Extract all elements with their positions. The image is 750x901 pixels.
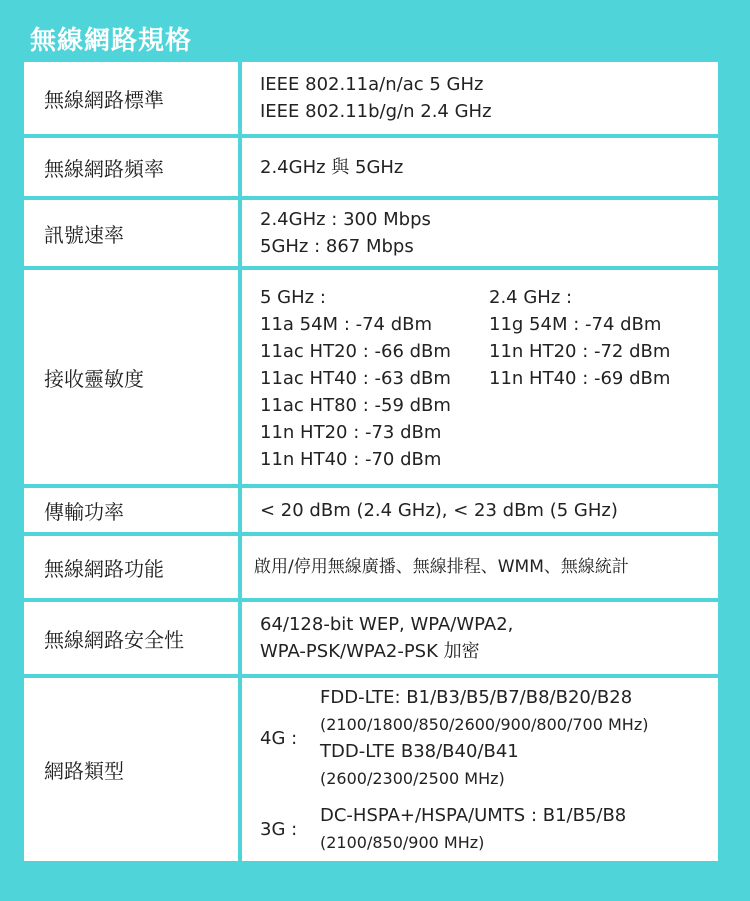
- network-3g-bands: [320, 802, 626, 856]
- network-4g-line: TDD-LTE B38/B40/B41: [320, 741, 519, 762]
- power-line: < 20 dBm (2.4 GHz), < 23 dBm (5 GHz): [260, 499, 618, 521]
- sensitivity-5ghz-line: 11ac HT40 : -63 dBm: [260, 368, 451, 389]
- sensitivity-24ghz-line: 11n HT20 : -72 dBm: [489, 341, 671, 362]
- sensitivity-5ghz-line: 5 GHz :: [260, 287, 326, 308]
- speed-line: 5GHz : 867 Mbps: [260, 236, 414, 257]
- network-4g-bands: [320, 684, 648, 792]
- row-security: [24, 602, 718, 674]
- sensitivity-col-5ghz: [260, 284, 489, 473]
- row-standard: [24, 62, 718, 134]
- label-features: 無線網路功能: [24, 536, 238, 598]
- label-speed: 訊號速率: [24, 200, 238, 266]
- network-4g: [260, 684, 718, 792]
- security-line: WPA-PSK/WPA2-PSK 加密: [260, 641, 480, 662]
- row-frequency: [24, 138, 718, 196]
- spec-table: [24, 62, 718, 861]
- sensitivity-24ghz-line: 11g 54M : -74 dBm: [489, 314, 662, 335]
- network-3g: [260, 802, 718, 856]
- row-power: [24, 488, 718, 532]
- security-line: 64/128-bit WEP, WPA/WPA2,: [260, 614, 514, 635]
- network-4g-line: (2100/1800/850/2600/900/800/700 MHz): [320, 715, 649, 734]
- sensitivity-5ghz-line: 11a 54M : -74 dBm: [260, 314, 433, 335]
- sensitivity-5ghz-line: 11ac HT80 : -59 dBm: [260, 395, 451, 416]
- value-standard: [242, 62, 718, 134]
- label-frequency: 無線網路頻率: [24, 138, 238, 196]
- row-features: [24, 536, 718, 598]
- frequency-line: 2.4GHz 與 5GHz: [260, 156, 404, 178]
- network-4g-line: FDD-LTE: B1/B3/B5/B7/B8/B20/B28: [320, 687, 633, 708]
- features-line: 啟用/停用無線廣播、無線排程、WMM、無線統計: [254, 556, 629, 577]
- sensitivity-5ghz-line: 11n HT20 : -73 dBm: [260, 422, 442, 443]
- label-network: 網路類型: [24, 678, 238, 861]
- speed-line: 2.4GHz : 300 Mbps: [260, 209, 431, 230]
- sensitivity-24ghz-line: 2.4 GHz :: [489, 287, 573, 308]
- page-title: 無線網路規格: [30, 26, 193, 56]
- row-sensitivity: [24, 270, 718, 484]
- network-3g-line: (2100/850/900 MHz): [320, 833, 485, 852]
- label-power: 傳輸功率: [24, 488, 238, 532]
- sensitivity-col-24ghz: [489, 284, 718, 473]
- network-3g-line: DC-HSPA+/HSPA/UMTS : B1/B5/B8: [320, 805, 627, 826]
- row-network: [24, 678, 718, 861]
- value-sensitivity: [242, 270, 718, 484]
- standard-line: IEEE 802.11a/n/ac 5 GHz: [260, 74, 484, 95]
- value-security: [242, 602, 718, 674]
- network-4g-tag: 4G :: [260, 727, 298, 749]
- standard-line: IEEE 802.11b/g/n 2.4 GHz: [260, 101, 492, 122]
- label-security: 無線網路安全性: [24, 602, 238, 674]
- sensitivity-5ghz-line: 11n HT40 : -70 dBm: [260, 449, 442, 470]
- value-features: [242, 536, 718, 598]
- sensitivity-24ghz-line: 11n HT40 : -69 dBm: [489, 368, 671, 389]
- value-speed: [242, 200, 718, 266]
- sensitivity-columns: [260, 284, 718, 473]
- value-power: [242, 488, 718, 532]
- network-4g-line: (2600/2300/2500 MHz): [320, 769, 505, 788]
- network-3g-tag: 3G :: [260, 818, 298, 840]
- sensitivity-5ghz-line: 11ac HT20 : -66 dBm: [260, 341, 451, 362]
- value-network: [242, 678, 718, 861]
- label-sensitivity: 接收靈敏度: [24, 270, 238, 484]
- row-speed: [24, 200, 718, 266]
- value-frequency: [242, 138, 718, 196]
- label-standard: 無線網路標準: [24, 62, 238, 134]
